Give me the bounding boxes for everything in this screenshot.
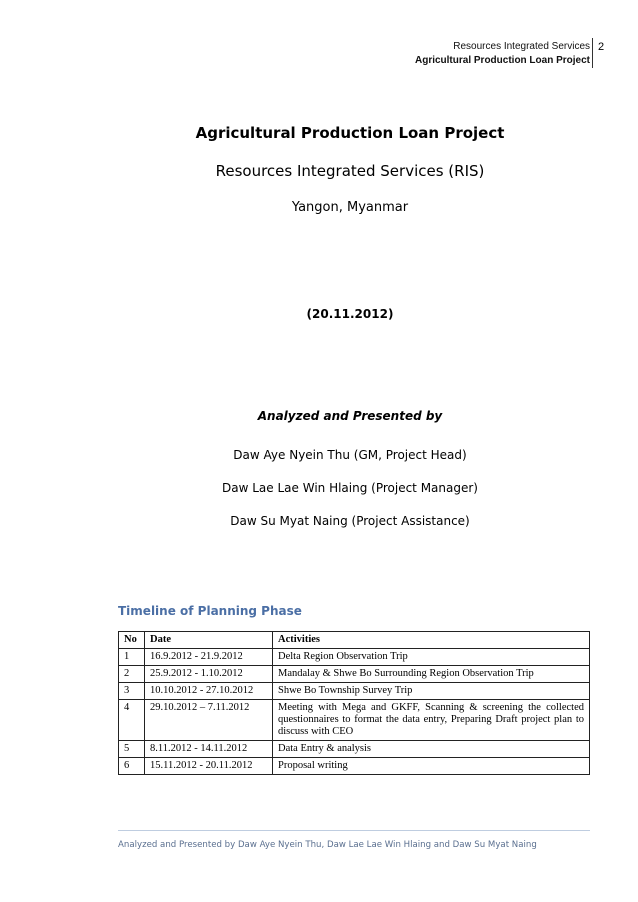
table-row: [119, 700, 590, 741]
cell-activity: Proposal writing: [273, 758, 590, 775]
cell-no: 5: [119, 741, 145, 758]
column-header-activities: Activities: [273, 632, 590, 649]
footer-divider: [118, 830, 590, 831]
cell-activity: Data Entry & analysis: [273, 741, 590, 758]
cell-date: 25.9.2012 - 1.10.2012: [145, 666, 273, 683]
cell-date: 16.9.2012 - 21.9.2012: [145, 649, 273, 666]
document-date: (20.11.2012): [306, 307, 394, 321]
presenter-3: Daw Su Myat Naing (Project Assistance): [230, 514, 470, 528]
document-title: Agricultural Production Loan Project: [195, 124, 505, 142]
organization-name: Resources Integrated Services (RIS): [215, 162, 485, 180]
running-header: [415, 40, 590, 68]
cell-no: 3: [119, 683, 145, 700]
column-header-no: No: [119, 632, 145, 649]
table-row: [119, 666, 590, 683]
column-header-date: Date: [145, 632, 273, 649]
timeline-heading: Timeline of Planning Phase: [118, 604, 302, 618]
header-org: Resources Integrated Services: [453, 41, 590, 52]
cell-no: 1: [119, 649, 145, 666]
presented-by-label: Analyzed and Presented by: [257, 409, 443, 423]
cell-date: 8.11.2012 - 14.11.2012: [145, 741, 273, 758]
table-header-row: [119, 632, 590, 649]
header-project: Agricultural Production Loan Project: [414, 55, 590, 66]
table-row: [119, 758, 590, 775]
presenter-2: Daw Lae Lae Win Hlaing (Project Manager): [222, 481, 478, 495]
cell-no: 6: [119, 758, 145, 775]
cell-date: 10.10.2012 - 27.10.2012: [145, 683, 273, 700]
page-number: 2: [592, 38, 604, 68]
table-row: [119, 649, 590, 666]
cell-date: 15.11.2012 - 20.11.2012: [145, 758, 273, 775]
timeline-table: [118, 631, 590, 775]
cell-no: 2: [119, 666, 145, 683]
table-row: [119, 683, 590, 700]
cell-activity: Delta Region Observation Trip: [273, 649, 590, 666]
table-row: [119, 741, 590, 758]
cell-activity: Meeting with Mega and GKFF, Scanning & screening the collected questionnaires to format the data entry, Preparing Draft project plan to discuss with CEO: [273, 700, 590, 741]
cell-activity: Mandalay & Shwe Bo Surrounding Region Observation Trip: [273, 666, 590, 683]
cell-no: 4: [119, 700, 145, 741]
location: Yangon, Myanmar: [291, 200, 409, 215]
presenter-1: Daw Aye Nyein Thu (GM, Project Head): [233, 448, 467, 462]
cell-activity: Shwe Bo Township Survey Trip: [273, 683, 590, 700]
page-footer: Analyzed and Presented by Daw Aye Nyein Thu, Daw Lae Lae Win Hlaing and Daw Su Myat Naing: [118, 840, 537, 850]
cell-date: 29.10.2012 – 7.11.2012: [145, 700, 273, 741]
